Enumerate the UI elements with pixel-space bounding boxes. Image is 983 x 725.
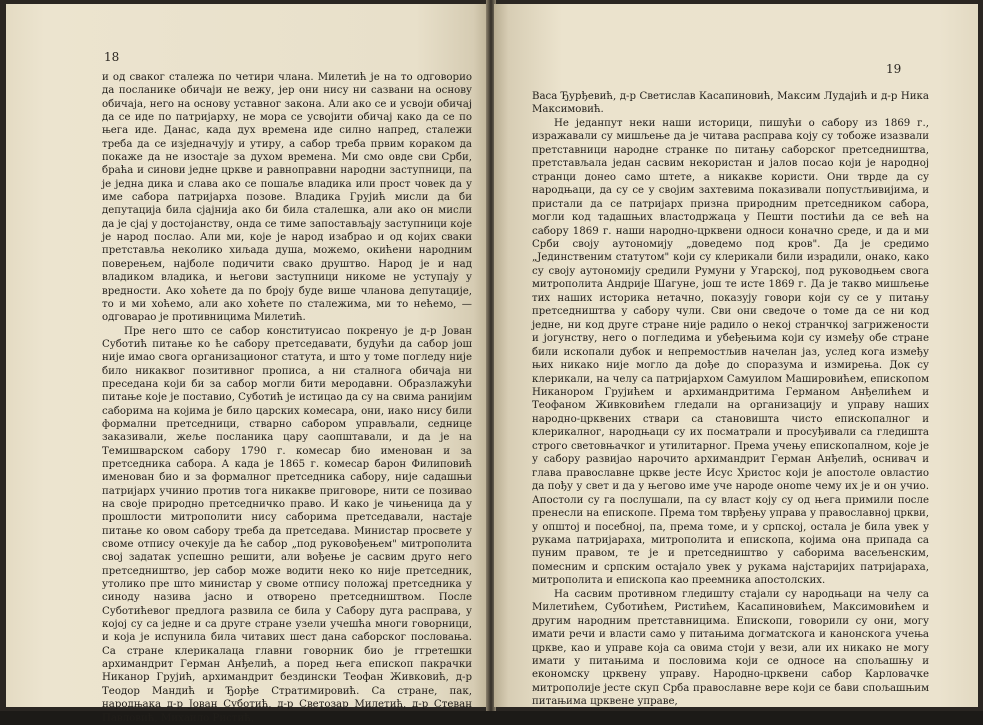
right-paragraph-1: Васа Ђурђевић, д-р Светислав Касапиновић, Максим Лудајић и д-р Ника Максимовић.: [532, 91, 929, 116]
left-paragraph-1: и од сваког сталежа по четири члана. Милетић је на то одговорио да посланике обичаји не вежу, јер они нису ни сазвани на основу обичаја, него на основу уставног закона. Али ако се и усвоји обичај да се иде по патријарху, не мора се усвојити обичај како да се по њега иде. Данас, када дух времена иде силно напред, сталежи треба да се изједначују и утиру, а сабор треба првим кораком да покаже да не изостаје за духом времена. Ми смо овде сви Срби, браћа и синови једне цркве и равноправни народни заступници, па је једна дика и слава ако се пошаље владика или прост човек да у име сабора патријарха позове. Владика Грујић мисли да би депутација била сјајнија ако би била сталешка, али ако он мисли да је сјај у достојанству, онда се тиме запостављају заступници које је народ послао. Али ми, које је народ изабрао и од којих сваки претставља неколико хиљада душа, можемо, окићени народним поверењем, најболе подичити свако друштво. Народ је и над владиком владика, и његови заступници никоме не уступају у вредности. Ако хоћете да по броју буде више чланова депутације, то и ми хоћемо, али ако хоћете по сталежима, ми то нећемо, — одговарао је противницима Милетић.: [102, 72, 472, 324]
left-paragraph-2: Пре него што се сабор конституисао покренуо је д-р Јован Суботић питање ко ће сабору претседавати, будући да сабор још није имао свога организационог статута, и што у томе погледу није било никаквог позитивног прописа, а ни сталнога обичаја ни преседана који би за сабор могли бити меродавни. Образлажући питање које је поставио, Суботић је истицао да су на свима ранијим саборима на којима је било царских комесара, они, иако нису били формални претседници, стварно сабором управљали, седнице заказивали, жеље посланика цару саопштавали, и да је на Темишварском сабору 1790 г. комесар био именован и за претседника сабора. А када је 1865 г. комесар барон Филиповић именован био и за формалног претседника сабору, није садашњи патријарх учинио против тога никакве приговоре, нити се позивао на своје природно претседничко право. И како је чињеница да у прошлости митрополити нису саборима претседавали, настаје питање ко овом сабору треба да претседава. Министар просвете у своме отпису очекује да ће сабор „под руковођењем" митрополита свој задатак успешно решити, али вођење је сасвим друго него претседништво, јер сабор може водити неко ко није претседник, утолико пре што министар у своме отпису положај претседника у синоду назива јасно и отворено претседништвом. После Суботићевог предлога развила се била у Сабору дуга расправа, у којој су са једне и са друге стране узели учешћа многи говорници, и која је испунила била читавих шест дана саборског пословања. Са стране клерикалаца главни говорник био је ггретешки архимандрит Герман Анђелић, а поред њега епископ пакрачки Никанор Грујић, архимандрит бездински Теофан Живковић, д-р Теодор Мандић и Ђорђе Стратимировић. Са стране, пак, народњака д-р Јован Суботић, д-р Светозар Милетић, д-р Стеван Павловић, Михаило Ристић,: [102, 325, 472, 724]
right-page-body: [532, 90, 929, 709]
right-paragraph-2: Не једанпут неки наши историци, пишући о сабору из 1869 г., изражавали су мишљење да је читава расправа коју су тобоже изазвали претставници народне странке по питању саборског претседништва, претстављала један сасвим некористан и јалов посао који је народној странци донео само штете, а никакве користи. Они тврде да су народњаци, да су се у својим захтевима показивали попустљивијима, и пристали да се патријарх призна природним претседником сабора, могли код тадашњих властодржаца у Пешти постићи да се већ на сабору 1869 г. наши народно-црквени односи коначно среде, и да и ми Срби своју аутономију „доведемо под кров". Да је средимо „Јединственим статутом" који су клерикали били израдили, онако, како су своју аутономију средили Румуни у Угарској, под руководњем свога митрополита Андрије Шагуне, још те исте 1869 г. Да је такво мишљење тих наших историка нетачно, показују говори који су се у питању претседништва у сабору чули. Сви они сведоче о томе да се ни код једне, ни код друге стране није радило о некој странчкој загрижености и јогунству, него о погледима и убеђењима који су између обе стране били ископали дубок и непремостљив начелан јаз, услед кога између њих никако није могло да дође до споразума и измирења. Док су клерикали, на челу са патријархом Самуилом Машировићем, епископом Никанором Грујићем и архимандритима Германом Анђелићем и Теофаном Живковићем гледали на организацију и управу наших народно-црквених ствари са становишта чисто епископалног и клерикалног, народњаци су их посматрали и просуђивали са гледишта строго световњачког и утилитарног. Према учењу епископалном, које је у сабору развијао нарочито архимандрит Герман Анђелић, оснивач и глава православне цркве јесте Исус Христос који је апостоле овластио да пођу у свет и да у његово име уче народе онome чему их је и он учио. Апостоли су га послушали, па су власт коју су од њега примили после пренесли на епископе. Према том тврђењу управа у православној цркви, у општој и посебној, па, према томе, и у српској, остала је била увек у рукама патријараха, митрополита и епископа, којима она припада са пуним правом, те је и претседништво у саборима васељенским, помесним и српским остајало увек у рукама најстаријих патријараха, митрополита и епископа као преемника апостолских.: [532, 117, 929, 587]
left-page-number: 18: [104, 50, 120, 64]
right-page: [494, 4, 978, 707]
left-page-body: [102, 71, 472, 725]
right-page-number: 19: [886, 62, 902, 76]
right-paragraph-3: На сасвим противном гледишту стајали су народњаци на челу са Милетићем, Суботићем, Ристићем, Касапиновићем, Максимовићем и другим народним претставницима. Епископи, говорили су они, могу имати речи и власти само у питањима догматскога и канонскога учења цркве, као и управе која са овима стоји у вези, али их никако не могу имати у питањима и пословима који се односе на спољашњу и економску црквену управу. Народно-црквени сабор Карловачке митрополије јесте скуп Срба православне вере који се бави спољашњим питањима црквене управе,: [532, 588, 929, 708]
left-page: [6, 4, 488, 724]
